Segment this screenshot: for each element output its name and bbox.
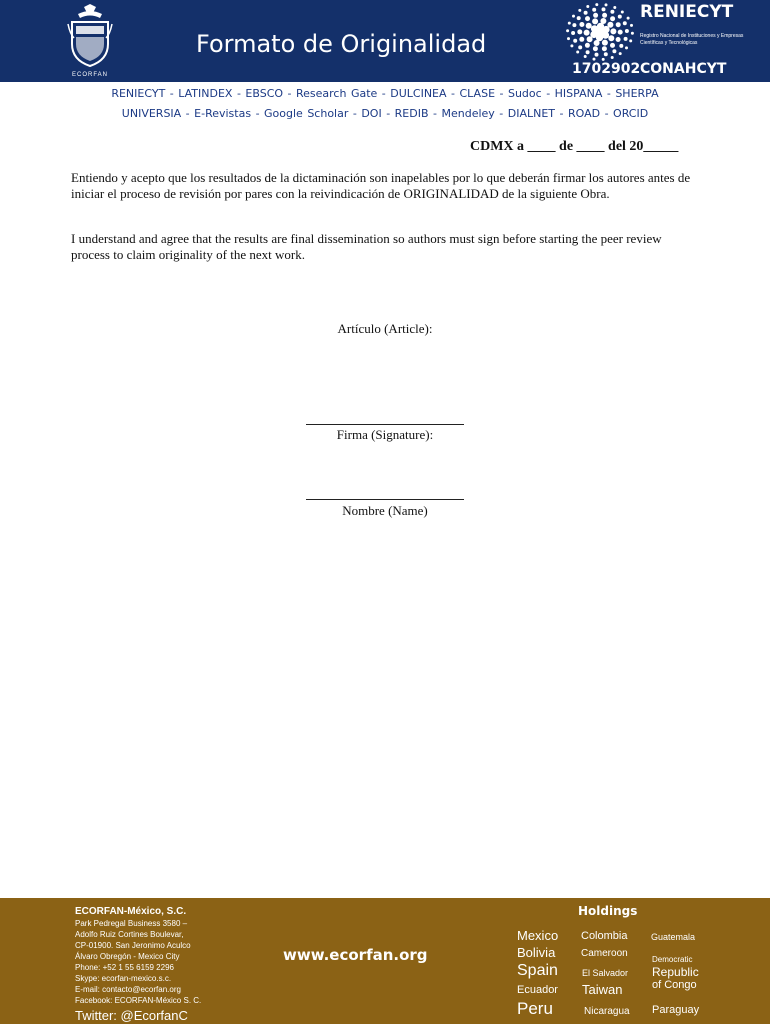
country-ecuador: Ecuador bbox=[517, 984, 558, 996]
country-paraguay: Paraguay bbox=[652, 1004, 700, 1016]
conahcyt-label: CONAHCYT bbox=[640, 61, 727, 77]
footer-band bbox=[0, 898, 770, 1024]
footer-company-name: ECORFAN-México, S.C. bbox=[75, 906, 187, 917]
index-list-line-1: RENIECYT - LATINDEX - EBSCO - Research Gate - DULCINEA - CLASE - Sudoc - HISPANA - SHERPA bbox=[111, 87, 659, 100]
holdings-title: Holdings bbox=[578, 904, 638, 918]
country-democratic: Democratic bbox=[652, 955, 693, 964]
country-bolivia: Bolivia bbox=[517, 945, 556, 960]
country-republic: Republic bbox=[652, 965, 699, 979]
reniecyt-dots-logo-icon bbox=[566, 3, 634, 61]
website-link[interactable]: www.ecorfan.org bbox=[283, 946, 428, 964]
country-spain: Spain bbox=[517, 962, 558, 979]
country-taiwan: Taiwan bbox=[582, 982, 623, 997]
country-cameroon: Cameroon bbox=[581, 948, 628, 959]
header-band bbox=[0, 0, 770, 82]
footer-phone: Phone: +52 1 55 6159 2296 bbox=[75, 963, 174, 972]
footer-facebook: Facebook: ECORFAN-México S. C. bbox=[75, 996, 202, 1005]
country-mexico: Mexico bbox=[517, 928, 559, 943]
country-peru: Peru bbox=[517, 999, 553, 1018]
ecorfan-logo-caption: ECORFAN bbox=[71, 72, 108, 78]
reniecyt-subtitle: Registro Nacional de Instituciones y Empresas Científicas y Tecnológicas bbox=[640, 33, 744, 46]
paragraph-spanish: Entiendo y acepto que los resultados de la dictaminación son inapelables por lo que deberán firmar los autores antes de iniciar el proceso de revisión por pares con la reivindicación de ORIGINALIDAD de la siguiente Obra. bbox=[71, 170, 691, 201]
ecorfan-logo bbox=[64, 4, 116, 78]
country-el-salvador: El Salvador bbox=[582, 968, 629, 978]
signature-line[interactable] bbox=[306, 424, 464, 425]
page-title: Formato de Originalidad bbox=[196, 30, 487, 58]
footer-contact bbox=[75, 906, 201, 1025]
paragraph-english: I understand and agree that the results are final dissemination so authors must sign before starting the peer review process to claim originality of the next work. bbox=[71, 231, 662, 262]
country-nicaragua: Nicaragua bbox=[584, 1006, 630, 1017]
date-line: CDMX a ____ de ____ del 20_____ bbox=[470, 139, 679, 154]
name-label: Nombre (Name) bbox=[342, 503, 428, 518]
country-guatemala: Guatemala bbox=[651, 932, 696, 942]
footer-address-line: Adolfo Ruiz Cortines Boulevar, bbox=[75, 930, 184, 939]
footer-address-line: Park Pedregal Business 3580 – bbox=[75, 919, 188, 928]
index-list-line-2: UNIVERSIA - E-Revistas - Google Scholar - DOI - REDIB - Mendeley - DIALNET - ROAD - ORCID bbox=[121, 107, 649, 120]
country-of-congo: of Congo bbox=[652, 979, 697, 991]
footer-address-line: CP-01900. San Jeronimo Aculco bbox=[75, 941, 191, 950]
footer-address-line: Álvaro Obregón - Mexico City bbox=[75, 952, 180, 961]
ecorfan-crest-icon bbox=[64, 4, 116, 70]
article-label: Artículo (Article): bbox=[337, 321, 433, 336]
footer-skype: Skype: ecorfan-mexico.s.c. bbox=[75, 974, 172, 983]
footer-email: E-mail: contacto@ecorfan.org bbox=[75, 985, 181, 994]
registration-number: 1702902 bbox=[572, 61, 641, 77]
name-line[interactable] bbox=[306, 499, 464, 500]
reniecyt-title: RENIECYT bbox=[640, 2, 734, 22]
country-colombia: Colombia bbox=[581, 930, 628, 942]
signature-label: Firma (Signature): bbox=[336, 427, 434, 442]
footer-twitter: Twitter: @EcorfanC bbox=[75, 1008, 188, 1023]
